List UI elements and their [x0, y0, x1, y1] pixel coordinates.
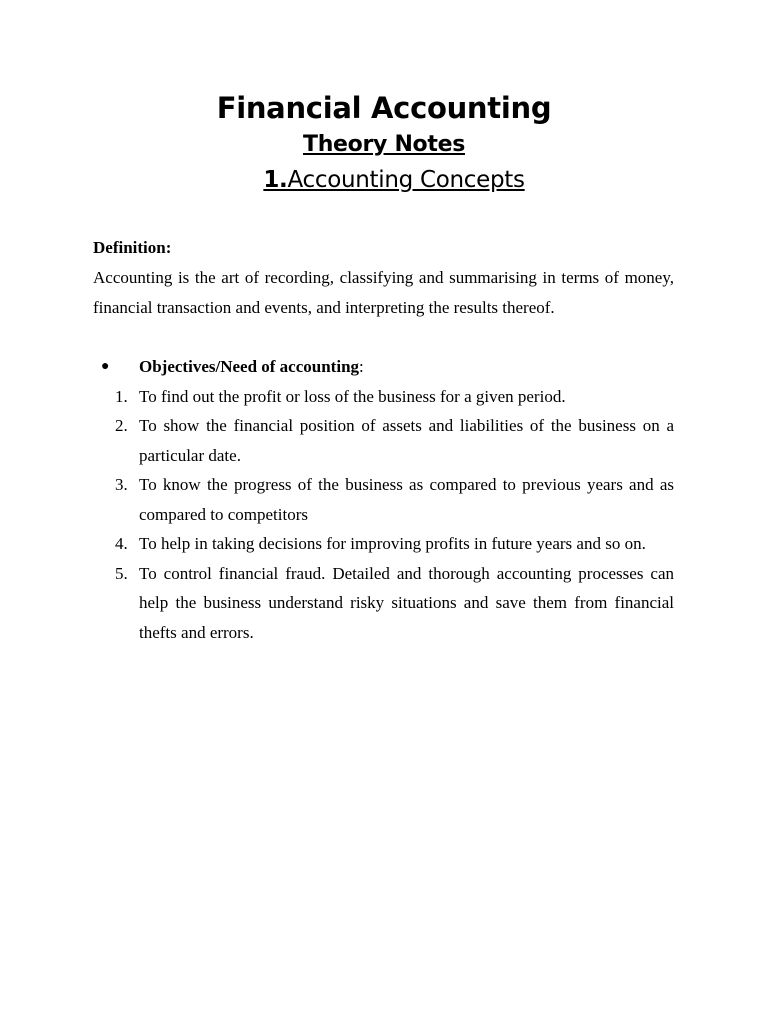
list-item-number: 2.: [115, 416, 128, 435]
definition-label: Definition:: [93, 238, 172, 257]
list-item: [93, 529, 674, 559]
list-item-text: To help in taking decisions for improving profits in future years and so on.: [139, 534, 646, 553]
section-title: Accounting Concepts: [287, 167, 525, 193]
section-number: 1.: [263, 167, 288, 193]
list-item: [93, 382, 674, 412]
definition-text: Accounting is the art of recording, classifying and summarising in terms of money, financial transaction and events, and interpreting the results thereof.: [93, 268, 674, 317]
list-item-number: 4.: [115, 534, 128, 553]
list-item: [93, 559, 674, 648]
list-item-text: To show the financial position of assets and liabilities of the business on a particular date.: [139, 416, 674, 465]
list-item-text: To know the progress of the business as compared to previous years and as compared to competitors: [139, 475, 674, 524]
document-title: Financial Accounting: [216, 91, 552, 125]
list-item: [93, 411, 674, 470]
section-heading: [0, 164, 768, 196]
list-item-number: 5.: [115, 563, 128, 583]
list-item-text: To find out the profit or loss of the business for a given period.: [139, 386, 566, 406]
list-item-number: 1.: [115, 386, 128, 406]
bullet-icon: ●: [101, 359, 110, 374]
document-subtitle: Theory Notes: [302, 132, 465, 157]
list-item-number: 3.: [115, 475, 128, 494]
list-item: [93, 470, 674, 529]
objectives-section: [93, 352, 674, 647]
objectives-heading: Objectives/Need of accounting: [139, 357, 360, 376]
objectives-heading-row: [93, 352, 674, 382]
list-item-text: To control financial fraud. Detailed and thorough accounting processes can help the business understand risky situations and save them from financial thefts and errors.: [139, 563, 674, 642]
objectives-heading-suffix: :: [359, 357, 364, 376]
